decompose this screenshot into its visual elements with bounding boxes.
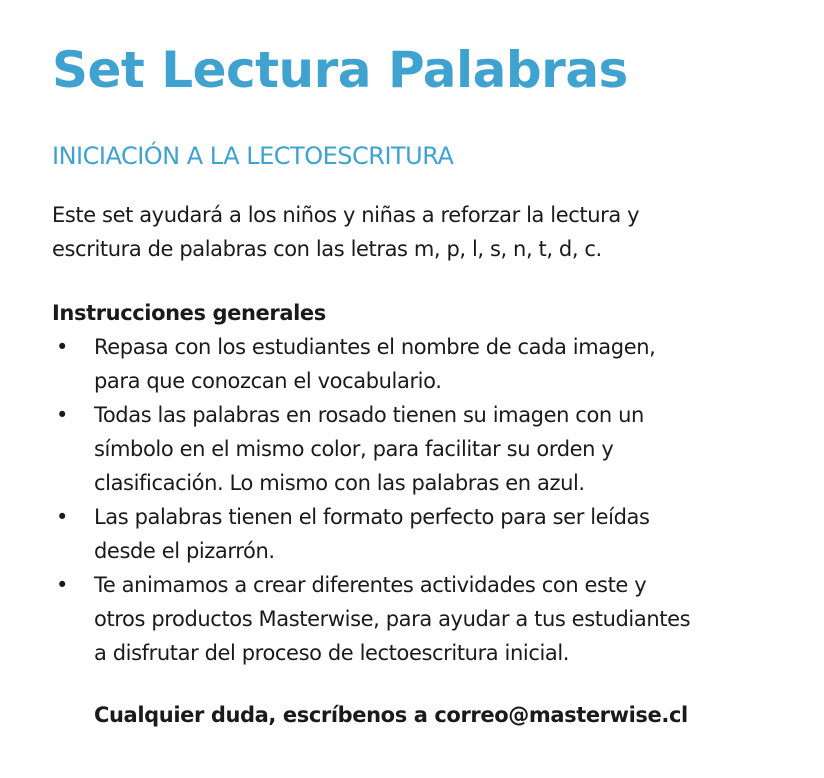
instruction-line: a disfrutar del proceso de lectoescritura inicial. xyxy=(94,641,570,665)
instructions-heading: Instrucciones generales xyxy=(52,301,326,325)
bullet-icon: • xyxy=(56,335,68,359)
instruction-item xyxy=(52,568,812,670)
instruction-line: otros productos Masterwise, para ayudar a tus estudiantes xyxy=(94,607,691,631)
instruction-line: símbolo en el mismo color, para facilitar su orden y xyxy=(94,437,614,461)
intro-paragraph xyxy=(52,198,812,266)
document-page xyxy=(52,36,812,732)
instruction-item xyxy=(52,398,812,500)
intro-line: Este set ayudará a los niños y niñas a reforzar la lectura y xyxy=(52,203,640,227)
bullet-icon: • xyxy=(56,403,68,427)
contact-line: Cualquier duda, escríbenos a correo@masterwise.cl xyxy=(94,703,688,727)
instruction-line: Te animamos a crear diferentes actividades con este y xyxy=(94,573,647,597)
instruction-line: Todas las palabras en rosado tienen su imagen con un xyxy=(94,403,644,427)
bullet-icon: • xyxy=(56,573,68,597)
instruction-item xyxy=(52,330,812,398)
intro-line: escritura de palabras con las letras m, p, l, s, n, t, d, c. xyxy=(52,237,602,261)
instruction-line: Repasa con los estudiantes el nombre de cada imagen, xyxy=(94,335,656,359)
page-subtitle: INICIACIÓN A LA LECTOESCRITURA xyxy=(52,142,454,170)
instruction-line: para que conozcan el vocabulario. xyxy=(94,369,442,393)
page-title: Set Lectura Palabras xyxy=(52,41,628,99)
instruction-line: clasificación. Lo mismo con las palabras en azul. xyxy=(94,471,585,495)
instruction-line: Las palabras tienen el formato perfecto para ser leídas xyxy=(94,505,650,529)
instruction-line: desde el pizarrón. xyxy=(94,539,275,563)
bullet-icon: • xyxy=(56,505,68,529)
instructions-list xyxy=(52,330,812,670)
instruction-item xyxy=(52,500,812,568)
